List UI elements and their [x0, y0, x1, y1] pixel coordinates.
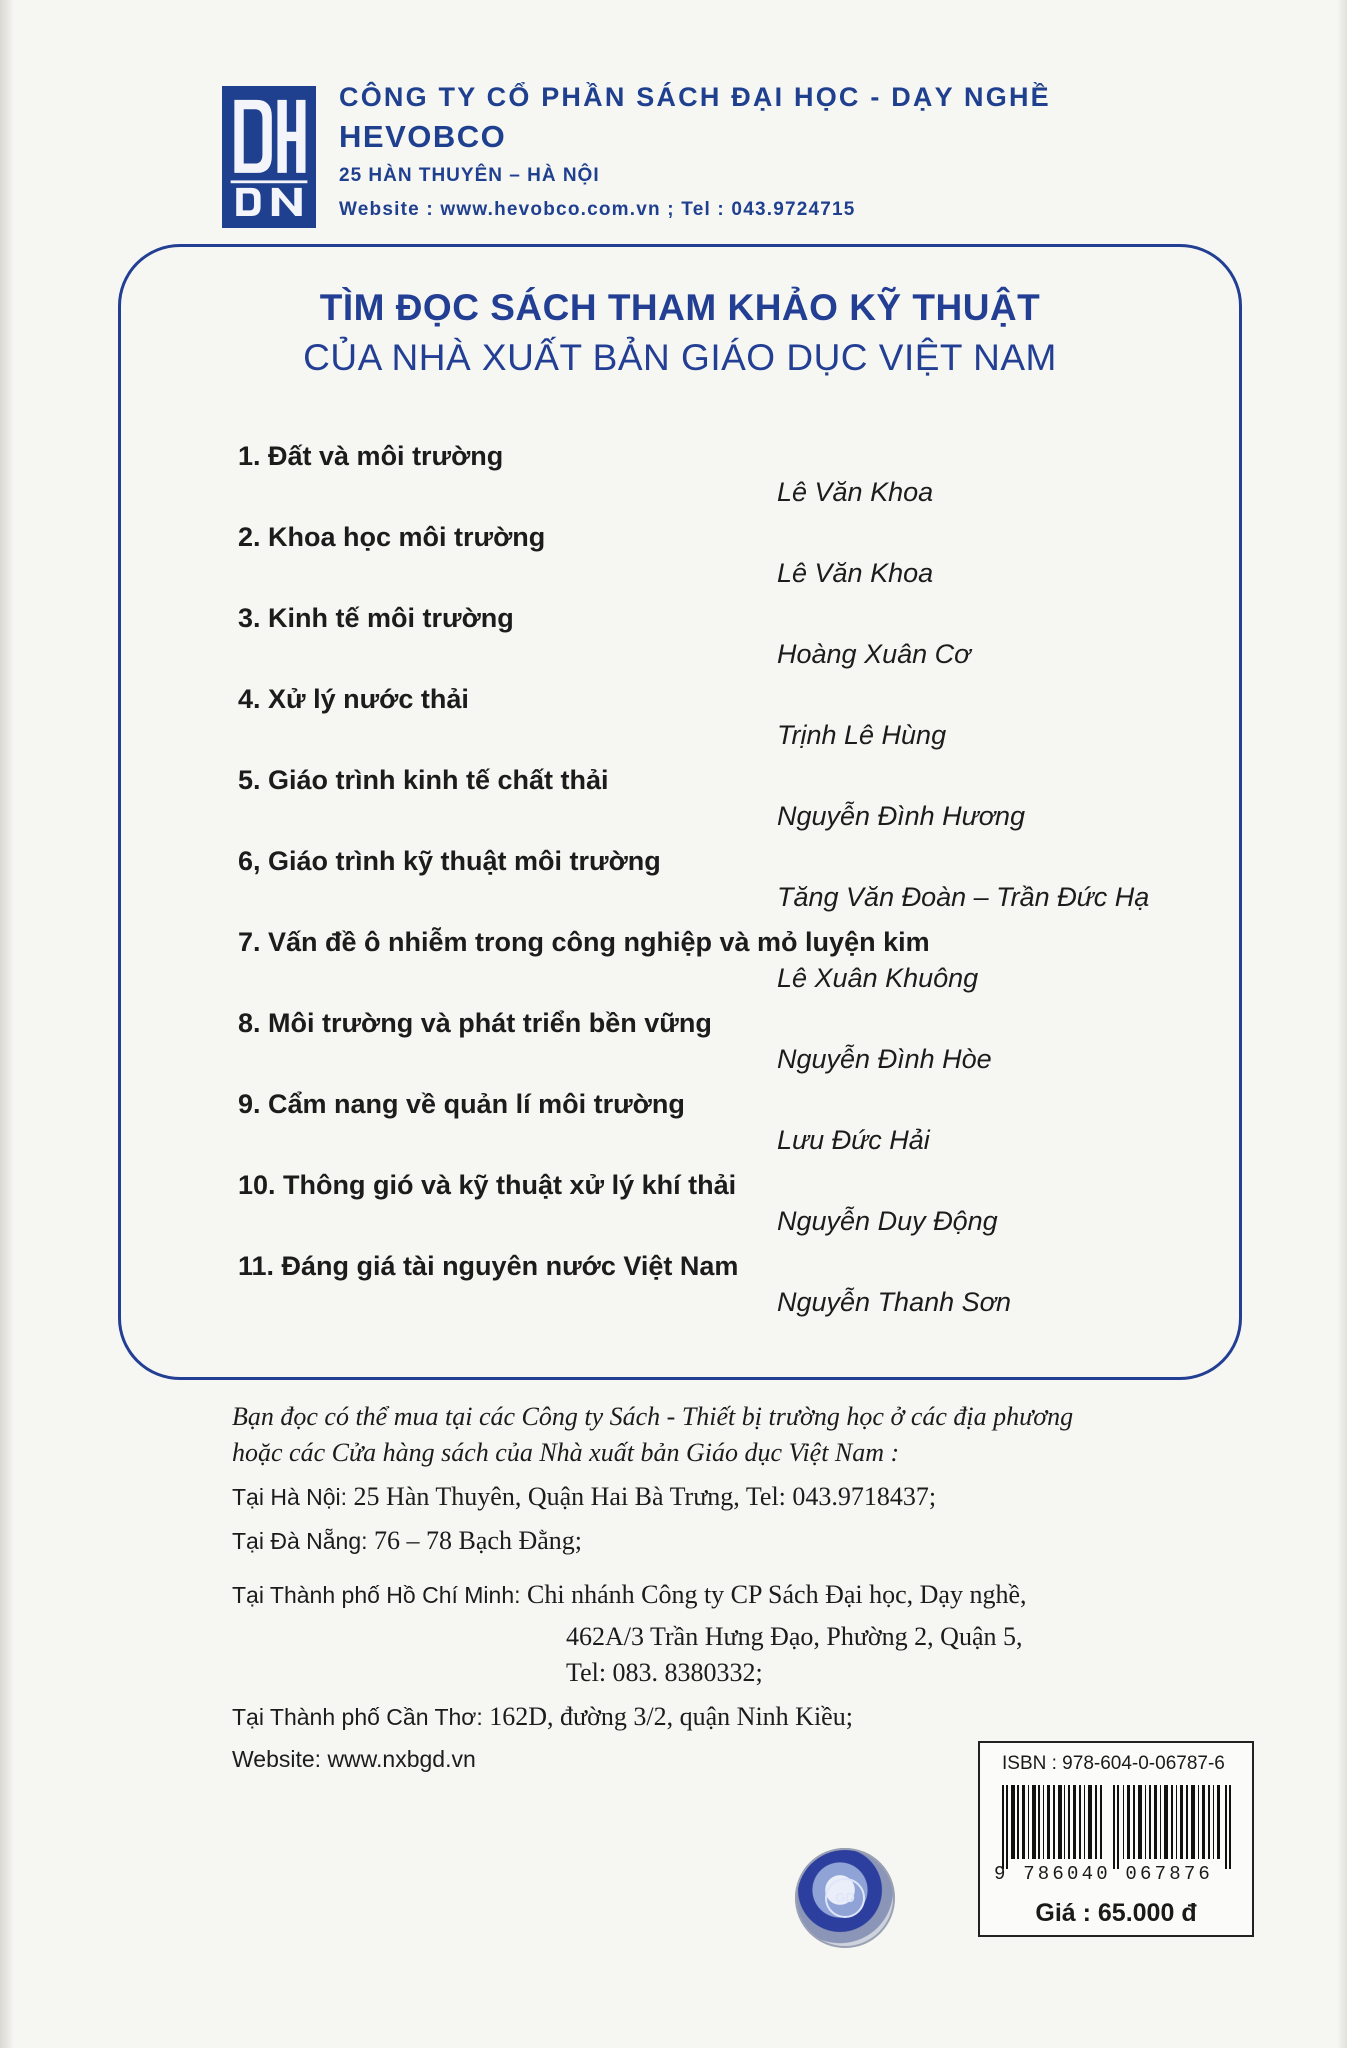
publisher-info [339, 82, 1051, 221]
address-hcm-line1: Chi nhánh Công ty CP Sách Đại học, Dạy nghề, [527, 1580, 1027, 1609]
publisher-company: CÔNG TY CỔ PHẦN SÁCH ĐẠI HỌC - DẠY NGHỀ [339, 82, 1051, 112]
address-hcm-label: Tại Thành phố Hồ Chí Minh: [232, 1582, 521, 1608]
book-title: 7. Vấn đề ô nhiễm trong công nghiệp và mỏ luyện kim [238, 927, 930, 957]
book-list-title: TÌM ĐỌC SÁCH THAM KHẢO KỸ THUẬT [319, 287, 1041, 328]
purchase-intro-line1: Bạn đọc có thể mua tại các Công ty Sách - Thiết bị trường học ở các địa phương [232, 1402, 1074, 1431]
book-list-subtitle: CỦA NHÀ XUẤT BẢN GIÁO DỤC VIỆT NAM [303, 337, 1057, 378]
book-title: 2. Khoa học môi trường [238, 522, 546, 552]
page-edge-left [0, 0, 14, 2048]
book-author: Lê Văn Khoa [777, 477, 934, 507]
book-title: 4. Xử lý nước thải [238, 684, 469, 714]
list-item [121, 603, 1239, 684]
book-author: Nguyễn Đình Hòe [777, 1044, 992, 1074]
price-label: Giá : 65.000 đ [1035, 1899, 1197, 1927]
book-list-box [118, 244, 1242, 1380]
address-hanoi-value: 25 Hàn Thuyên, Quận Hai Bà Trưng, Tel: 043.9718437; [353, 1482, 937, 1511]
barcode-digits: 9 786040 067876 [994, 1863, 1214, 1885]
list-item [121, 1170, 1239, 1251]
book-title: 3. Kinh tế môi trường [238, 603, 514, 633]
book-title: 10. Thông gió và kỹ thuật xử lý khí thải [238, 1170, 737, 1200]
page-edge-right [1337, 0, 1347, 2048]
list-item [121, 765, 1239, 846]
address-hanoi [232, 1482, 936, 1512]
isbn-box [978, 1741, 1254, 1937]
address-hcm-line2: 462A/3 Trần Hưng Đạo, Phường 2, Quận 5, [566, 1622, 1023, 1651]
book-title: 8. Môi trường và phát triển bền vững [238, 1008, 712, 1038]
address-danang [232, 1526, 582, 1556]
list-item [121, 1251, 1239, 1332]
list-item [121, 1089, 1239, 1170]
book-author: Lê Văn Khoa [777, 558, 934, 588]
book-title: 1. Đất và môi trường [238, 441, 504, 471]
barcode-icon [1000, 1785, 1234, 1869]
publisher-logo [222, 86, 316, 228]
isbn-label: ISBN : 978-604-0-06787-6 [1002, 1753, 1225, 1774]
list-item [121, 441, 1239, 522]
hologram-mark: GD [825, 1878, 865, 1918]
list-item [121, 846, 1239, 927]
book-author: Lê Xuân Khuông [777, 963, 979, 993]
purchase-intro-line2: hoặc các Cửa hàng sách của Nhà xuất bản Giáo dục Việt Nam : [232, 1438, 900, 1467]
address-danang-label: Tại Đà Nẵng: [232, 1528, 368, 1554]
publisher-brand: HEVOBCO [339, 119, 507, 154]
address-hcm [232, 1580, 1027, 1610]
book-author: Hoàng Xuân Cơ [777, 639, 971, 669]
list-item [121, 1008, 1239, 1089]
address-danang-value: 76 – 78 Bạch Đằng; [374, 1526, 582, 1555]
list-item [121, 684, 1239, 765]
book-title: 5. Giáo trình kinh tế chất thải [238, 765, 609, 795]
address-hanoi-label: Tại Hà Nội: [232, 1484, 348, 1510]
list-item [121, 522, 1239, 603]
book-title: 6, Giáo trình kỹ thuật môi trường [238, 846, 661, 876]
address-hcm-line3: Tel: 083. 8380332; [566, 1658, 763, 1687]
book-title: 9. Cẩm nang về quản lí môi trường [238, 1089, 685, 1119]
hologram-seal-icon [795, 1848, 895, 1948]
nxbgd-website: Website: www.nxbgd.vn [232, 1746, 476, 1772]
book-author: Nguyễn Thanh Sơn [777, 1287, 1011, 1317]
publisher-contact: Website : www.hevobco.com.vn ; Tel : 043.9724715 [339, 199, 856, 220]
book-title: 11. Đáng giá tài nguyên nước Việt Nam [238, 1251, 739, 1281]
book-author: Lưu Đức Hải [777, 1125, 930, 1155]
book-author: Trịnh Lê Hùng [777, 720, 947, 750]
address-cantho [232, 1702, 853, 1732]
publisher-address: 25 HÀN THUYÊN – HÀ NỘI [339, 165, 600, 186]
list-item [121, 927, 1239, 1008]
book-author: Nguyễn Đình Hương [777, 801, 1026, 831]
address-cantho-value: 162D, đường 3/2, quận Ninh Kiều; [489, 1702, 853, 1731]
address-cantho-label: Tại Thành phố Cần Thơ: [232, 1704, 483, 1730]
book-author: Tăng Văn Đoàn – Trần Đức Hạ [777, 882, 1150, 912]
book-author: Nguyễn Duy Động [777, 1206, 998, 1236]
